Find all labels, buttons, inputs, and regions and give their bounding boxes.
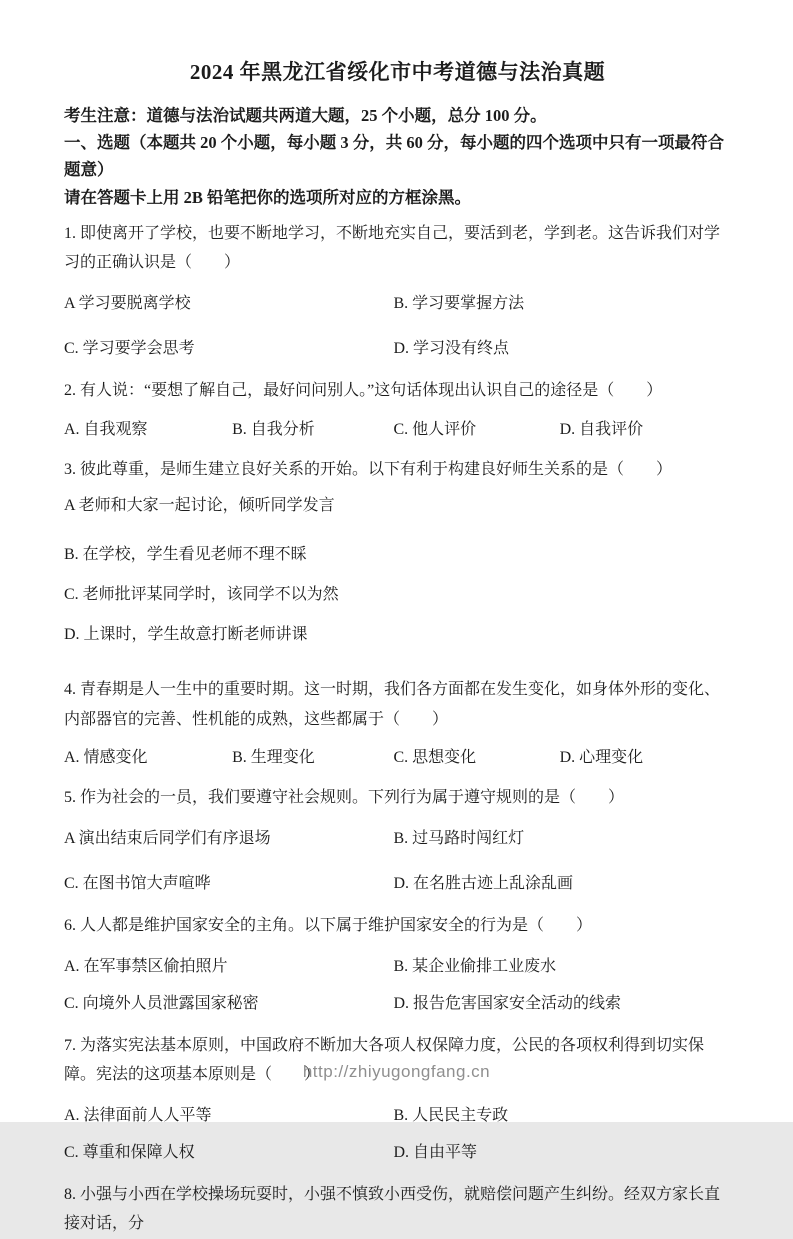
question-1 <box>64 219 731 368</box>
question-4 <box>64 675 731 775</box>
question-6 <box>64 911 731 1023</box>
option-group <box>64 412 731 447</box>
answer-instruction: 请在答题卡上用 2B 铅笔把你的选项所对应的方框涂黑。 <box>64 187 472 207</box>
question-stem: 1. 即使离开了学校，也要不断地学习，不断地充实自己，要活到老，学到老。这告诉我们对学习的正确认识是（ ） <box>64 224 721 272</box>
option-d: D. 心理变化 <box>559 749 644 767</box>
option-b: B. 过马路时闯红灯 <box>393 830 525 848</box>
option-b: B. 在学校，学生看见老师不理不睬 <box>64 546 307 564</box>
option-d: D. 在名胜古迹上乱涂乱画 <box>393 875 574 893</box>
option-a: A 老师和大家一起讨论，倾听同学发言 <box>64 497 335 515</box>
page-title: 2024 年黑龙江省绥化市中考道德与法治真题 <box>189 60 606 84</box>
question-stem: 2. 有人说：“要想了解自己，最好问问别人。”这句话体现出认识自己的途径是（ ） <box>64 382 663 400</box>
option-a: A. 在军事禁区偷拍照片 <box>64 957 228 975</box>
option-b: B. 人民民主专政 <box>393 1106 509 1124</box>
option-d: D. 自由平等 <box>393 1143 478 1161</box>
option-d: D. 学习没有终点 <box>393 340 510 358</box>
question-2 <box>64 376 731 447</box>
exam-notice: 考生注意：道德与法治试题共两道大题，25 个小题，总分 100 分。 <box>64 106 547 125</box>
question-7 <box>64 1031 731 1172</box>
option-c: C. 老师批评某同学时，该同学不以为然 <box>64 586 339 604</box>
option-c: C. 尊重和保障人权 <box>64 1143 195 1161</box>
option-a: A 演出结束后同学们有序退场 <box>64 830 271 848</box>
question-stem: 4. 青春期是人一生中的重要时期。这一时期，我们各方面都在发生变化，如身体外形的变化、内部器官的完善、性机能的成熟，这些都属于（ ） <box>64 681 721 728</box>
footer-url: http://zhiyugongfang.cn <box>302 1062 491 1081</box>
question-5 <box>64 783 731 903</box>
option-b: B. 学习要掌握方法 <box>393 295 525 313</box>
option-c: C. 在图书馆大声喧哗 <box>64 875 211 893</box>
option-a: A. 自我观察 <box>64 420 148 438</box>
question-stem: 8. 小强与小西在学校操场玩耍时，小强不慎致小西受伤，就赔偿问题产生纠纷。经双方家长直接对话，分 <box>64 1185 721 1233</box>
option-group <box>64 947 731 1023</box>
question-stem: 3. 彼此尊重，是师生建立良好关系的开始。以下有利于构建良好师生关系的是（ ） <box>64 460 673 478</box>
option-c: C. 向境外人员泄露国家秘密 <box>64 994 259 1012</box>
question-stem: 5. 作为社会的一员，我们要遵守社会规则。下列行为属于遵守规则的是（ ） <box>64 789 625 807</box>
option-a: A. 法律面前人人平等 <box>64 1106 212 1124</box>
option-d: D. 上课时，学生故意打断老师讲课 <box>64 626 308 644</box>
option-c: C. 思想变化 <box>393 749 477 767</box>
option-group <box>64 284 731 368</box>
option-b: B. 自我分析 <box>232 420 315 438</box>
option-group <box>64 1096 731 1172</box>
option-d: D. 报告危害国家安全活动的线索 <box>393 994 622 1012</box>
option-group <box>64 490 731 667</box>
option-group <box>64 819 731 903</box>
option-group <box>64 740 731 775</box>
question-3 <box>64 455 731 668</box>
option-c: C. 他人评价 <box>393 420 477 438</box>
option-c: C. 学习要学会思考 <box>64 340 195 358</box>
section-header: 一、选题（本题共 20 个小题，每小题 3 分，共 60 分，每小题的四个选项中只有一项最符合题意） <box>64 133 724 180</box>
option-b: B. 生理变化 <box>232 749 315 767</box>
question-8 <box>64 1180 731 1239</box>
option-b: B. 某企业偷排工业废水 <box>393 957 557 975</box>
option-a: A. 情感变化 <box>64 749 148 767</box>
option-d: D. 自我评价 <box>559 420 644 438</box>
question-stem: 6. 人人都是维护国家安全的主角。以下属于维护国家安全的行为是（ ） <box>64 917 593 935</box>
question-stem: 7. 为落实宪法基本原则，中国政府不断加大各项人权保障力度，公民的各项权利得到切实保障。宪法的这项基本原则是（ ） <box>64 1036 705 1084</box>
option-a: A 学习要脱离学校 <box>64 295 191 313</box>
